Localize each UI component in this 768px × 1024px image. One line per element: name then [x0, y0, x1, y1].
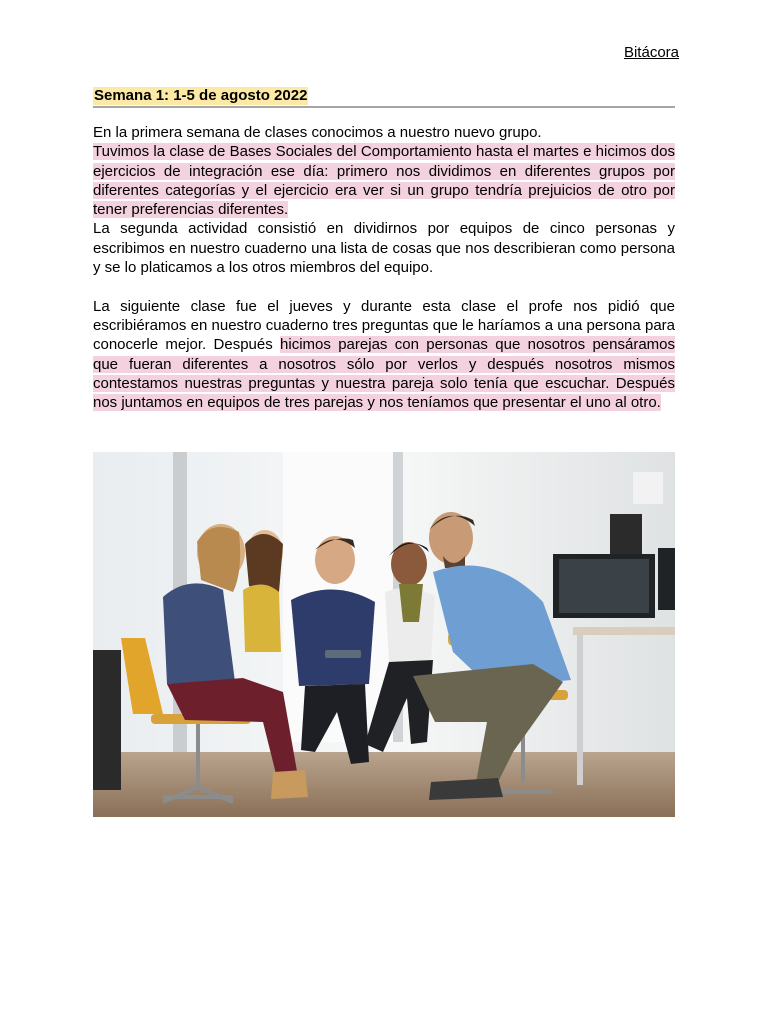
paragraph-2: La segunda actividad consistió en dividirnos por equipos de cinco personas y escribimos en nuestro cuaderno una lista de cosas que nos describieran como persona y se lo platicamos a los otros miembros del equipo.	[93, 220, 675, 277]
body-text	[93, 123, 675, 412]
paragraph-3-highlight: hicimos parejas con personas que nosotros pensáramos que fueran diferentes a nosotros sólo por verlos y después nosotros mismos contestamos nuestras preguntas y nuestra pareja solo tenía que escuchar. Después nos juntamos en equipos de tres parejas y nos teníamos que presentar el uno al otro.	[93, 336, 675, 412]
week-title: Semana 1: 1-5 de agosto 2022	[94, 87, 308, 104]
header-label: Bitácora	[623, 44, 679, 61]
paragraph-1	[93, 123, 675, 219]
paragraph-1-highlight: Tuvimos la clase de Bases Sociales del Comportamiento hasta el martes e hicimos dos ejercicios de integración ese día: primero nos dividimos en diferentes grupos por diferentes categorías y el ejercicio era ver si un grupo tendría prejuicios de otro por tener preferencias diferentes.	[93, 143, 675, 219]
group-photo	[93, 452, 675, 817]
paragraph-1-intro: En la primera semana de clases conocimos a nuestro nuevo grupo.	[93, 124, 542, 141]
paragraph-3	[93, 297, 675, 413]
title-underline-rule	[93, 106, 675, 108]
paragraph-3-intro: La siguiente clase fue el jueves y durante esta clase el profe nos pidió que escribiéramos en nuestro cuaderno tres preguntas que le haríamos a una persona para conocerle mejor. Después	[93, 297, 675, 354]
paragraph-spacer	[93, 277, 675, 296]
